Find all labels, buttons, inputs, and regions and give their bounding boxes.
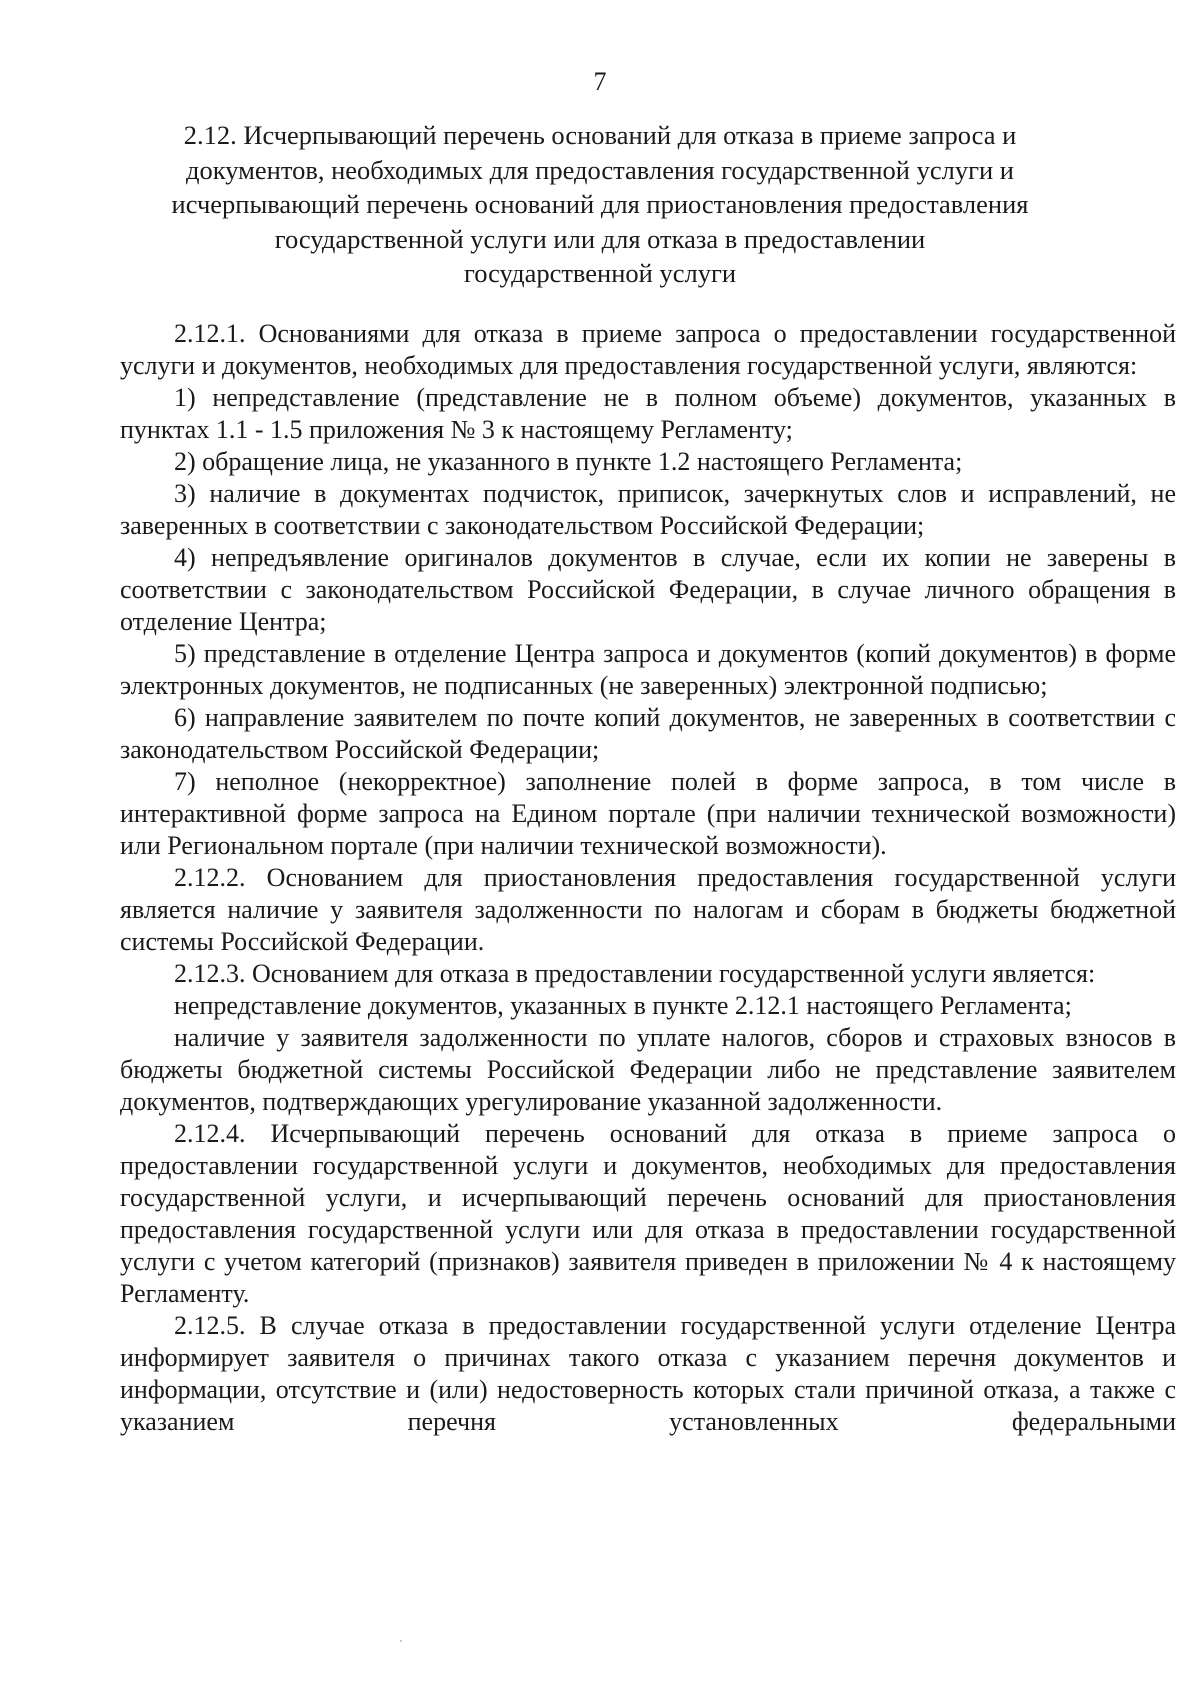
list-item-2: 2) обращение лица, не указанного в пункте 1.2 настоящего Регламента; <box>174 447 963 476</box>
heading-line: документов, необходимых для предоставления государственной услуги и <box>186 154 1014 185</box>
paragraph-2-12-1: 2.12.1. Основаниями для отказа в приеме запроса о предоставлении государственной услуги и документов, необходимых для предоставления государственной услуги, являются: <box>120 319 1176 380</box>
refusal-ground-1: непредставление документов, указанных в пункте 2.12.1 настоящего Регламента; <box>174 991 1072 1020</box>
list-item-7: 7) неполное (некорректное) заполнение полей в форме запроса, в том числе в интерактивной форме запроса на Едином портале (при наличии технической возможности) или Региональном портале (при наличии технической возможности). <box>120 767 1176 860</box>
heading-line: государственной услуги или для отказа в предоставлении <box>274 223 926 254</box>
heading-line: 2.12. Исчерпывающий перечень оснований для отказа в приеме запроса и <box>183 120 1017 150</box>
heading-line: государственной услуги <box>463 258 737 288</box>
paragraph-2-12-2: 2.12.2. Основанием для приостановления предоставления государственной услуги является наличие у заявителя задолженности по налогам и сборам в бюджеты бюджетной системы Российской Федерации. <box>120 863 1176 956</box>
page-number: 7 <box>593 67 607 96</box>
refusal-ground-2: наличие у заявителя задолженности по уплате налогов, сборов и страховых взносов в бюджеты бюджетной системы Российской Федерации либо не представление заявителем документов, подтверждающих урегулирование указанной задолженности. <box>120 1023 1176 1116</box>
document-body <box>120 318 1176 1438</box>
list-item-6: 6) направление заявителем по почте копий документов, не заверенных в соответствии с законодательством Российской Федерации; <box>120 703 1176 764</box>
paragraph-2-12-5: 2.12.5. В случае отказа в предоставлении государственной услуги отделение Центра информирует заявителя о причинах такого отказа с указанием перечня документов и информации, отсутствие и (или) недостоверность которых стали причиной отказа, а также с указанием перечня установленных федеральными <box>120 1311 1176 1436</box>
list-item-4: 4) непредъявление оригиналов документов в случае, если их копии не заверены в соответствии с законодательством Российской Федерации, в случае личного обращения в отделение Центра; <box>120 543 1176 636</box>
scan-speck <box>400 1640 402 1642</box>
paragraph-2-12-3: 2.12.3. Основанием для отказа в предоставлении государственной услуги является: <box>174 959 1096 988</box>
list-item-3: 3) наличие в документах подчисток, приписок, зачеркнутых слов и исправлений, не заверенных в соответствии с законодательством Российской Федерации; <box>120 479 1176 540</box>
paragraph-2-12-4: 2.12.4. Исчерпывающий перечень оснований для отказа в приеме запроса о предоставлении государственной услуги и документов, необходимых для предоставления государственной услуги, и исчерпывающий перечень оснований для приостановления предоставления государственной услуги или для отказа в предоставлении государственной услуги с учетом категорий (признаков) заявителя приведен в приложении № 4 к настоящему Регламенту. <box>120 1119 1176 1308</box>
list-item-1: 1) непредставление (представление не в полном объеме) документов, указанных в пунктах 1.1 - 1.5 приложения № 3 к настоящему Регламенту; <box>120 383 1176 444</box>
heading-line: исчерпывающий перечень оснований для приостановления предоставления <box>171 189 1029 219</box>
list-item-5: 5) представление в отделение Центра запроса и документов (копий документов) в форме электронных документов, не подписанных (не заверенных) электронной подписью; <box>120 639 1176 700</box>
section-heading <box>150 118 1050 291</box>
